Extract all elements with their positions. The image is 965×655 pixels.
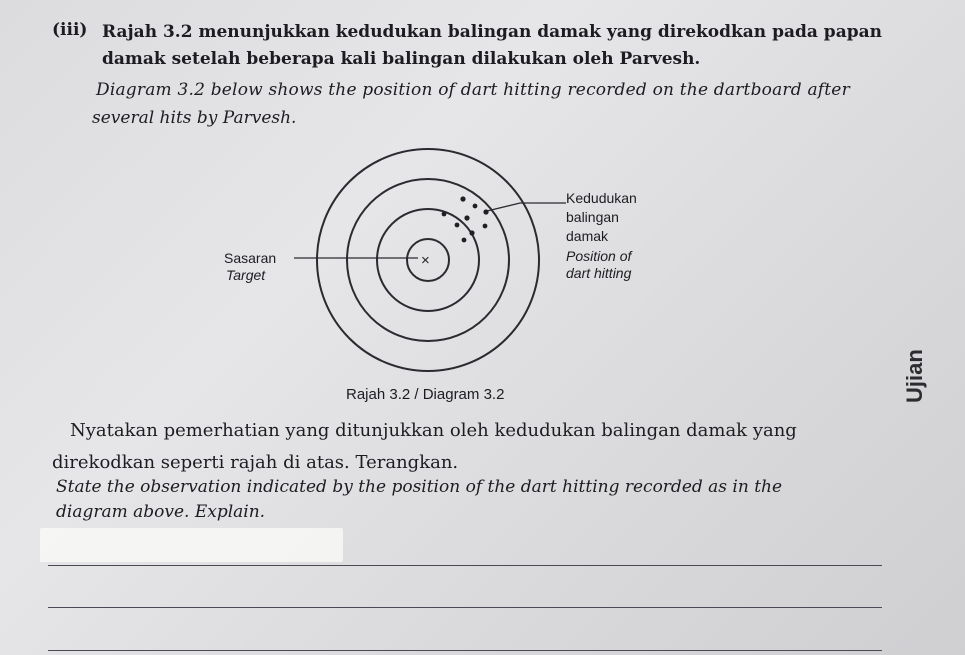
dart-hit <box>464 215 469 220</box>
question-malay-line-1: Rajah 3.2 menunjukkan kedudukan balingan damak yang direkodkan pada papan <box>102 22 882 42</box>
center-mark: × <box>421 252 430 269</box>
dart-hit <box>483 224 488 229</box>
task-malay-line-1: Nyatakan pemerhatian yang ditunjukkan oleh kedudukan balingan damak yang <box>70 420 797 441</box>
question-number: (iii) <box>52 20 88 40</box>
task-english-line-2: diagram above. Explain. <box>56 502 266 522</box>
task-english-line-1: State the observation indicated by the position of the dart hitting recorded as in the <box>56 477 783 497</box>
answer-line[interactable] <box>48 565 882 566</box>
edge-tab-text: Ujian <box>902 349 927 403</box>
answer-line[interactable] <box>48 607 882 608</box>
edge-tab <box>898 285 938 415</box>
dart-hit <box>442 212 447 217</box>
task-malay-line-2: direkodkan seperti rajah di atas. Terangkan. <box>52 452 459 473</box>
question-malay-line-2: damak setelah beberapa kali balingan dilakukan oleh Parvesh. <box>102 49 701 69</box>
question-english-line-2: several hits by Parvesh. <box>92 108 297 128</box>
dart-hit <box>473 204 478 209</box>
dart-hit <box>455 223 460 228</box>
position-label-malay-2: balingan <box>566 209 619 225</box>
position-label-malay-3: damak <box>566 228 609 244</box>
question-english-line-1: Diagram 3.2 below shows the position of dart hitting recorded on the dartboard after <box>96 80 850 100</box>
position-label-english-2: dart hitting <box>566 265 632 281</box>
dart-hit <box>469 230 474 235</box>
position-label-malay-1: Kedudukan <box>566 190 637 206</box>
dart-hit-cluster <box>442 196 489 242</box>
answer-line[interactable] <box>48 650 882 651</box>
position-label-english-1: Position of <box>566 248 632 264</box>
dart-hit <box>462 238 467 243</box>
target-label-english: Target <box>226 267 266 283</box>
target-label-malay: Sasaran <box>224 250 277 266</box>
diagram-caption: Rajah 3.2 / Diagram 3.2 <box>346 386 505 403</box>
paper-glare <box>40 528 343 562</box>
dart-hit <box>460 196 465 201</box>
dart-hit <box>483 209 488 214</box>
